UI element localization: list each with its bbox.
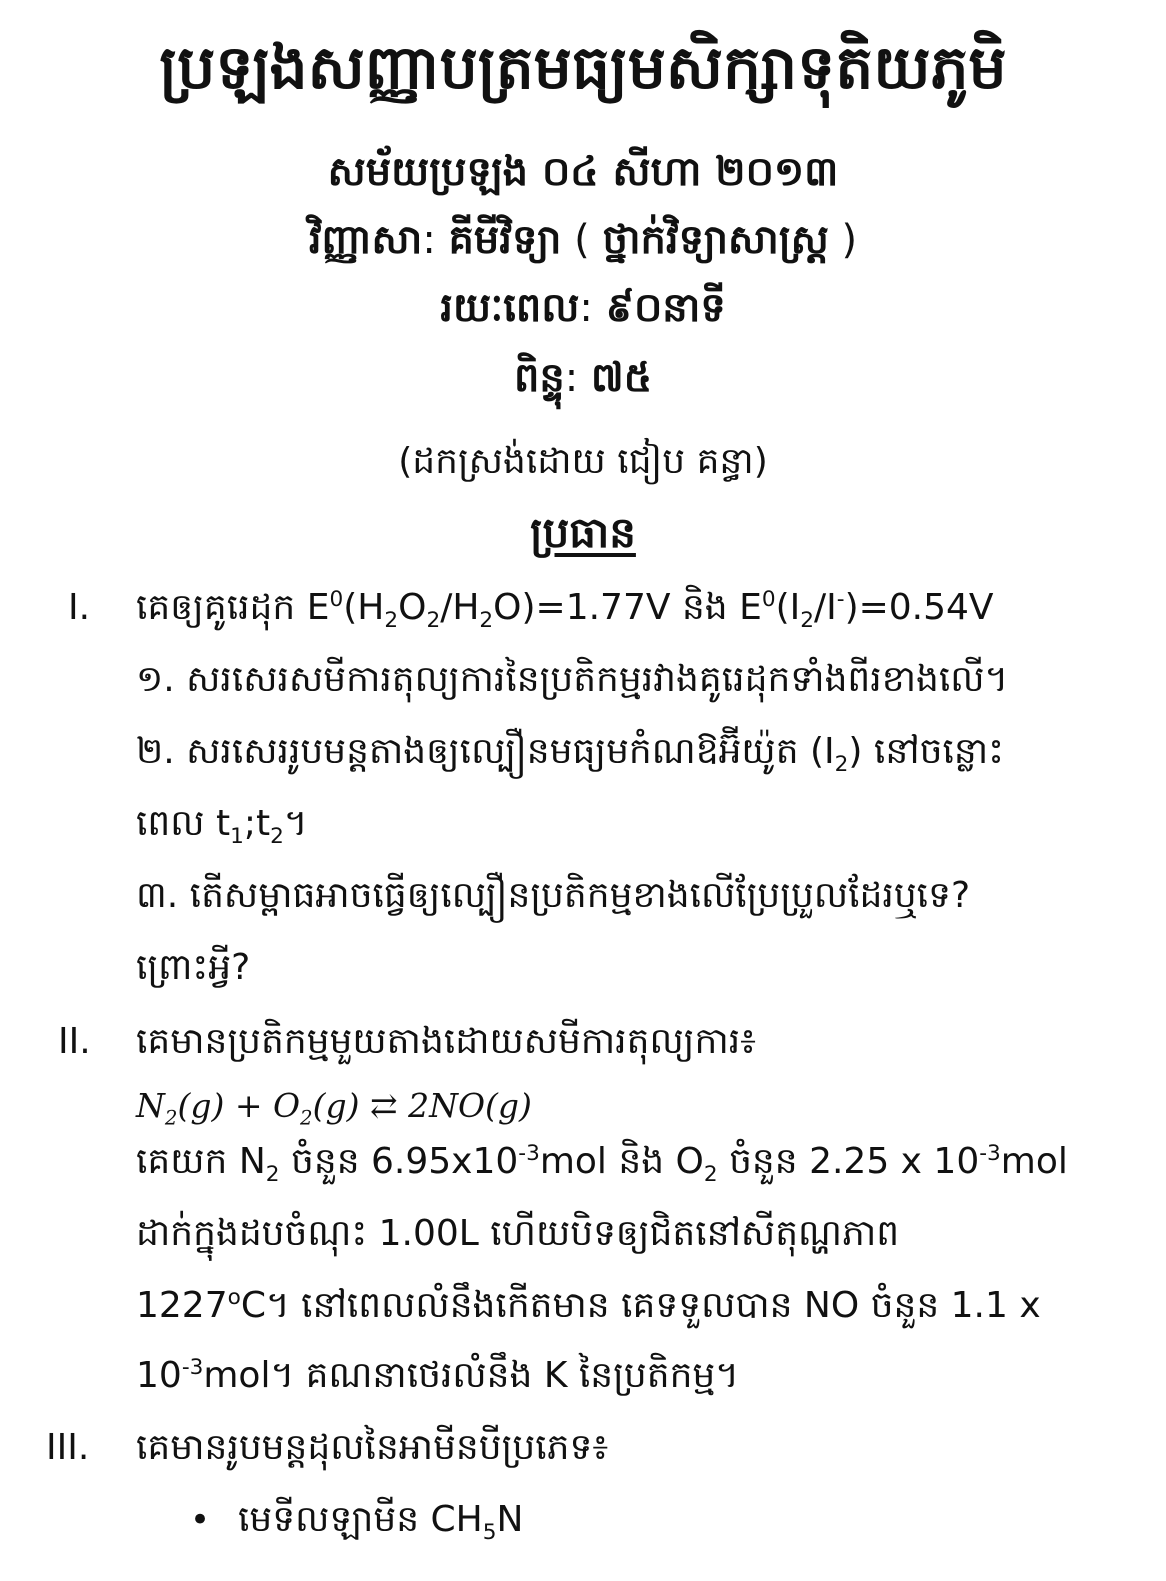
question-2-line2: ពេល $t_1;t_2$។ <box>136 803 308 850</box>
count-word: ចំនួន <box>290 1141 360 1182</box>
score-value: ៧៥ <box>590 355 653 401</box>
exponent: -3 <box>979 1141 1001 1166</box>
q2-text-end: នៅចន្លោះ <box>873 731 1004 772</box>
and-word: និង <box>681 587 728 628</box>
degree: o <box>227 1285 241 1310</box>
section2-line4 <box>136 1352 739 1400</box>
ten: 10 <box>136 1355 182 1396</box>
o2-amount: 2.25 x 10 <box>809 1141 980 1182</box>
duration-value: ៩០នាទី <box>605 285 726 331</box>
line4-text: mol។ គណនាថេរលំនឹង K នៃប្រតិកម្ម។ <box>203 1355 740 1396</box>
question-3-line2: ព្រោះអ្វី? <box>136 947 251 988</box>
superscript: 0 <box>329 587 344 612</box>
section-numeral-3: III. <box>46 1427 90 1468</box>
exam-title: ប្រឡងសញ្ញាបត្រមធ្យមសិក្សាទុតិយភូមិ <box>159 33 1007 103</box>
bullet-icon: • <box>190 1500 211 1540</box>
and-word: និង <box>618 1141 665 1182</box>
formula-sub: 5 <box>482 1520 497 1546</box>
mol-unit: mol <box>1000 1141 1068 1182</box>
section2-line2: ដាក់ក្នុងដបចំណុះ 1.00L ហើយបិទឲ្យជិតនៅសីតុណ្ហភាព <box>136 1213 900 1254</box>
couple2-value: =0.54V <box>858 587 994 628</box>
score-line: ពិន្ទុ: ៧៥ <box>513 355 653 401</box>
formula-end: N <box>496 1499 524 1540</box>
temperature: 1227 <box>136 1285 228 1326</box>
section1-intro: គេឲ្យគូរេដុក $E^0(H_2O_2/H_2O)=1.77V$ និង $E^0(I_2/I^-)=0.54V$ <box>136 587 994 634</box>
score-label: ពិន្ទុ <box>513 355 565 401</box>
stream: ថ្នាក់វិទ្យាសាស្ត្រ <box>602 217 829 263</box>
section2-intro: គេមានប្រតិកម្មមួយតាងដោយសមីការតុល្យការ៖ <box>136 1021 756 1062</box>
section2-line1: គេយក $N_2$ ចំនួន $6.95x10^{-3}mol$ និង $O_2$ ចំនួន 2.25 x $10^{-3}mol$ <box>136 1141 1068 1188</box>
temp-text: C។ នៅពេលលំនឹងកើតមាន គេទទួលបាន NO ចំនួន 1.1 x <box>240 1285 1041 1326</box>
superscript: 0 <box>761 587 776 612</box>
e-symbol: E <box>306 587 330 628</box>
mol-unit: mol <box>539 1141 607 1182</box>
take-word: គេយក <box>136 1141 228 1182</box>
formula: CH <box>430 1499 483 1540</box>
amine-name: មេទីលឡាមីន <box>238 1499 420 1540</box>
subject-label: វិញ្ញាសា <box>308 217 423 263</box>
question-3-line1: ៣. តើសម្ពាធអាចធ្វើឲ្យល្បឿនប្រតិកម្មខាងលើប្រែប្រួលដែរឬទេ? <box>136 875 971 916</box>
question-2-line1: ២. សរសេររូបមន្តតាងឲ្យល្បឿនមធ្យមកំណឱអ៊ីយ៉ូត $(I_2)$ នៅចន្លោះ <box>136 731 1004 778</box>
exam-session: សម័យប្រឡង ០៤ សីហា ២០១៣ <box>327 149 839 195</box>
amine-item-1 <box>238 1496 523 1544</box>
credit-line: (ដកស្រង់ដោយ ជៀប គន្ធា) <box>398 441 768 482</box>
count-word: ចំនួន <box>729 1141 798 1182</box>
exponent: -3 <box>181 1355 204 1380</box>
reaction-equation: $N_2(g) + O_2(g)$ ⇄ 2NO(g) <box>136 1086 532 1130</box>
exponent: -3 <box>518 1141 540 1166</box>
section-heading: ប្រធាន <box>530 508 636 557</box>
intro-text: គេឲ្យគូរេដុក <box>136 587 296 628</box>
n2-amount: 6.95x10 <box>371 1141 519 1182</box>
duration-line: រយៈពេល: ៩០នាទី <box>440 285 726 331</box>
section-numeral-2: II. <box>58 1021 91 1062</box>
duration-label: រយៈពេល <box>440 285 580 331</box>
section2-line3 <box>136 1282 1041 1330</box>
couple1-value: =1.77V <box>535 587 671 628</box>
q2-time-word: ពេល <box>136 803 205 844</box>
section3-intro: គេមានរូបមន្តដុលនៃអាមីនបីប្រភេទ៖ <box>136 1427 609 1468</box>
e-symbol: E <box>739 587 762 628</box>
q2-text: ២. សរសេររូបមន្តតាងឲ្យល្បឿនមធ្យមកំណឱអ៊ីយ៉ូត <box>136 731 799 772</box>
section-numeral-1: I. <box>68 587 91 628</box>
subject-line: វិញ្ញាសា: គីមីវិទ្យា ( ថ្នាក់វិទ្យាសាស្ត្រ ) <box>308 217 858 263</box>
subject-value: គីមីវិទ្យា <box>448 217 562 263</box>
question-1: ១. សរសេរសមីការតុល្យការនៃប្រតិកម្មរវាងគូរេដុកទាំងពីរខាងលើ។ <box>136 659 1009 700</box>
